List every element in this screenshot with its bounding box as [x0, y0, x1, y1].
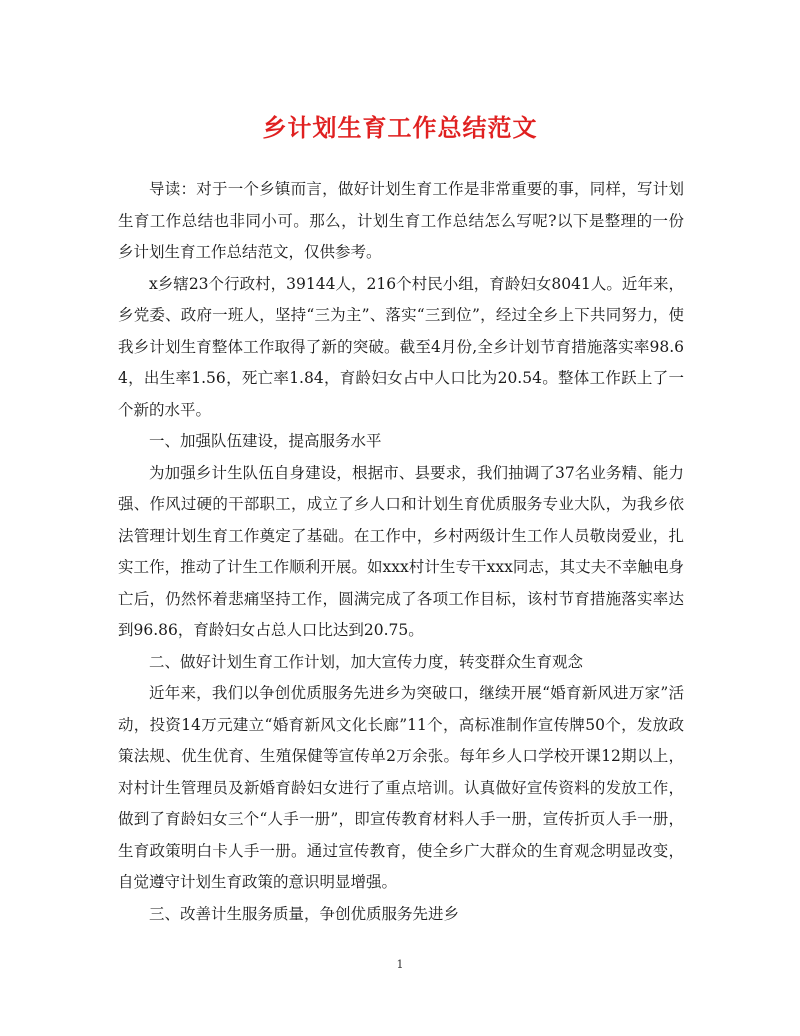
section-1-paragraph: 为加强乡计生队伍自身建设，根据市、县要求，我们抽调了37名业务精、能力强、作风过硬的干部职工，成立了乡人口和计划生育优质服务专业大队，为我乡依法管理计划生育工作奠定了基础。在工作中，乡村两级计生工作人员敬岗爱业，扎实工作，推动了计生工作顺利开展。如xxx村计生专干xxx同志，其丈夫不幸触电身亡后，仍然怀着悲痛坚持工作，圆满完成了各项工作目标，该村节育措施落实率达到96.86，育龄妇女占总人口比达到20.75。 [118, 463, 684, 639]
section-2-paragraph: 近年来，我们以争创优质服务先进乡为突破口，继续开展“婚育新风进万家”活动，投资14万元建立“婚育新风文化长廊”11个，高标准制作宣传牌50个，发放政策法规、优生优育、生殖保健等宣传单2万余张。每年乡人口学校开课12期以上，对村计生管理员及新婚育龄妇女进行了重点培训。认真做好宣传资料的发放工作，做到了育龄妇女三个“人手一册”，即宣传教育材料人手一册，宣传折页人手一册，生育政策明白卡人手一册。通过宣传教育，使全乡广大群众的生育观念明显改变，自觉遵守计划生育政策的意识明显增强。 [118, 684, 684, 891]
page-number: 1 [396, 958, 404, 971]
section-1-heading: 一、加强队伍建设，提高服务水平 [149, 432, 382, 450]
section-3-heading: 三、改善计生服务质量，争创优质服务先进乡 [149, 904, 460, 923]
intro-paragraph: 导读：对于一个乡镇而言，做好计划生育工作是非常重要的事，同样，写计划生育工作总结也非同小可。那么，计划生育工作总结怎么写呢?以下是整理的一份乡计划生育工作总结范文，仅供参考。 [118, 180, 684, 261]
document-title: 乡计划生育工作总结范文 [262, 113, 538, 142]
section-2-heading: 二、做好计划生育工作计划，加大宣传力度，转变群众生育观念 [149, 652, 584, 671]
document-body [118, 174, 684, 930]
overview-paragraph: x乡辖23个行政村，39144人，216个村民小组，育龄妇女8041人。近年来，乡党委、政府一班人，坚持“三为主”、落实“三到位”，经过全乡上下共同努力，使我乡计划生育整体工作取得了新的突破。截至4月份,全乡计划节育措施落实率98.64，出生率1.56，死亡率1.84，育龄妇女占中人口比为20.54。整体工作跃上了一个新的水平。 [118, 274, 684, 419]
